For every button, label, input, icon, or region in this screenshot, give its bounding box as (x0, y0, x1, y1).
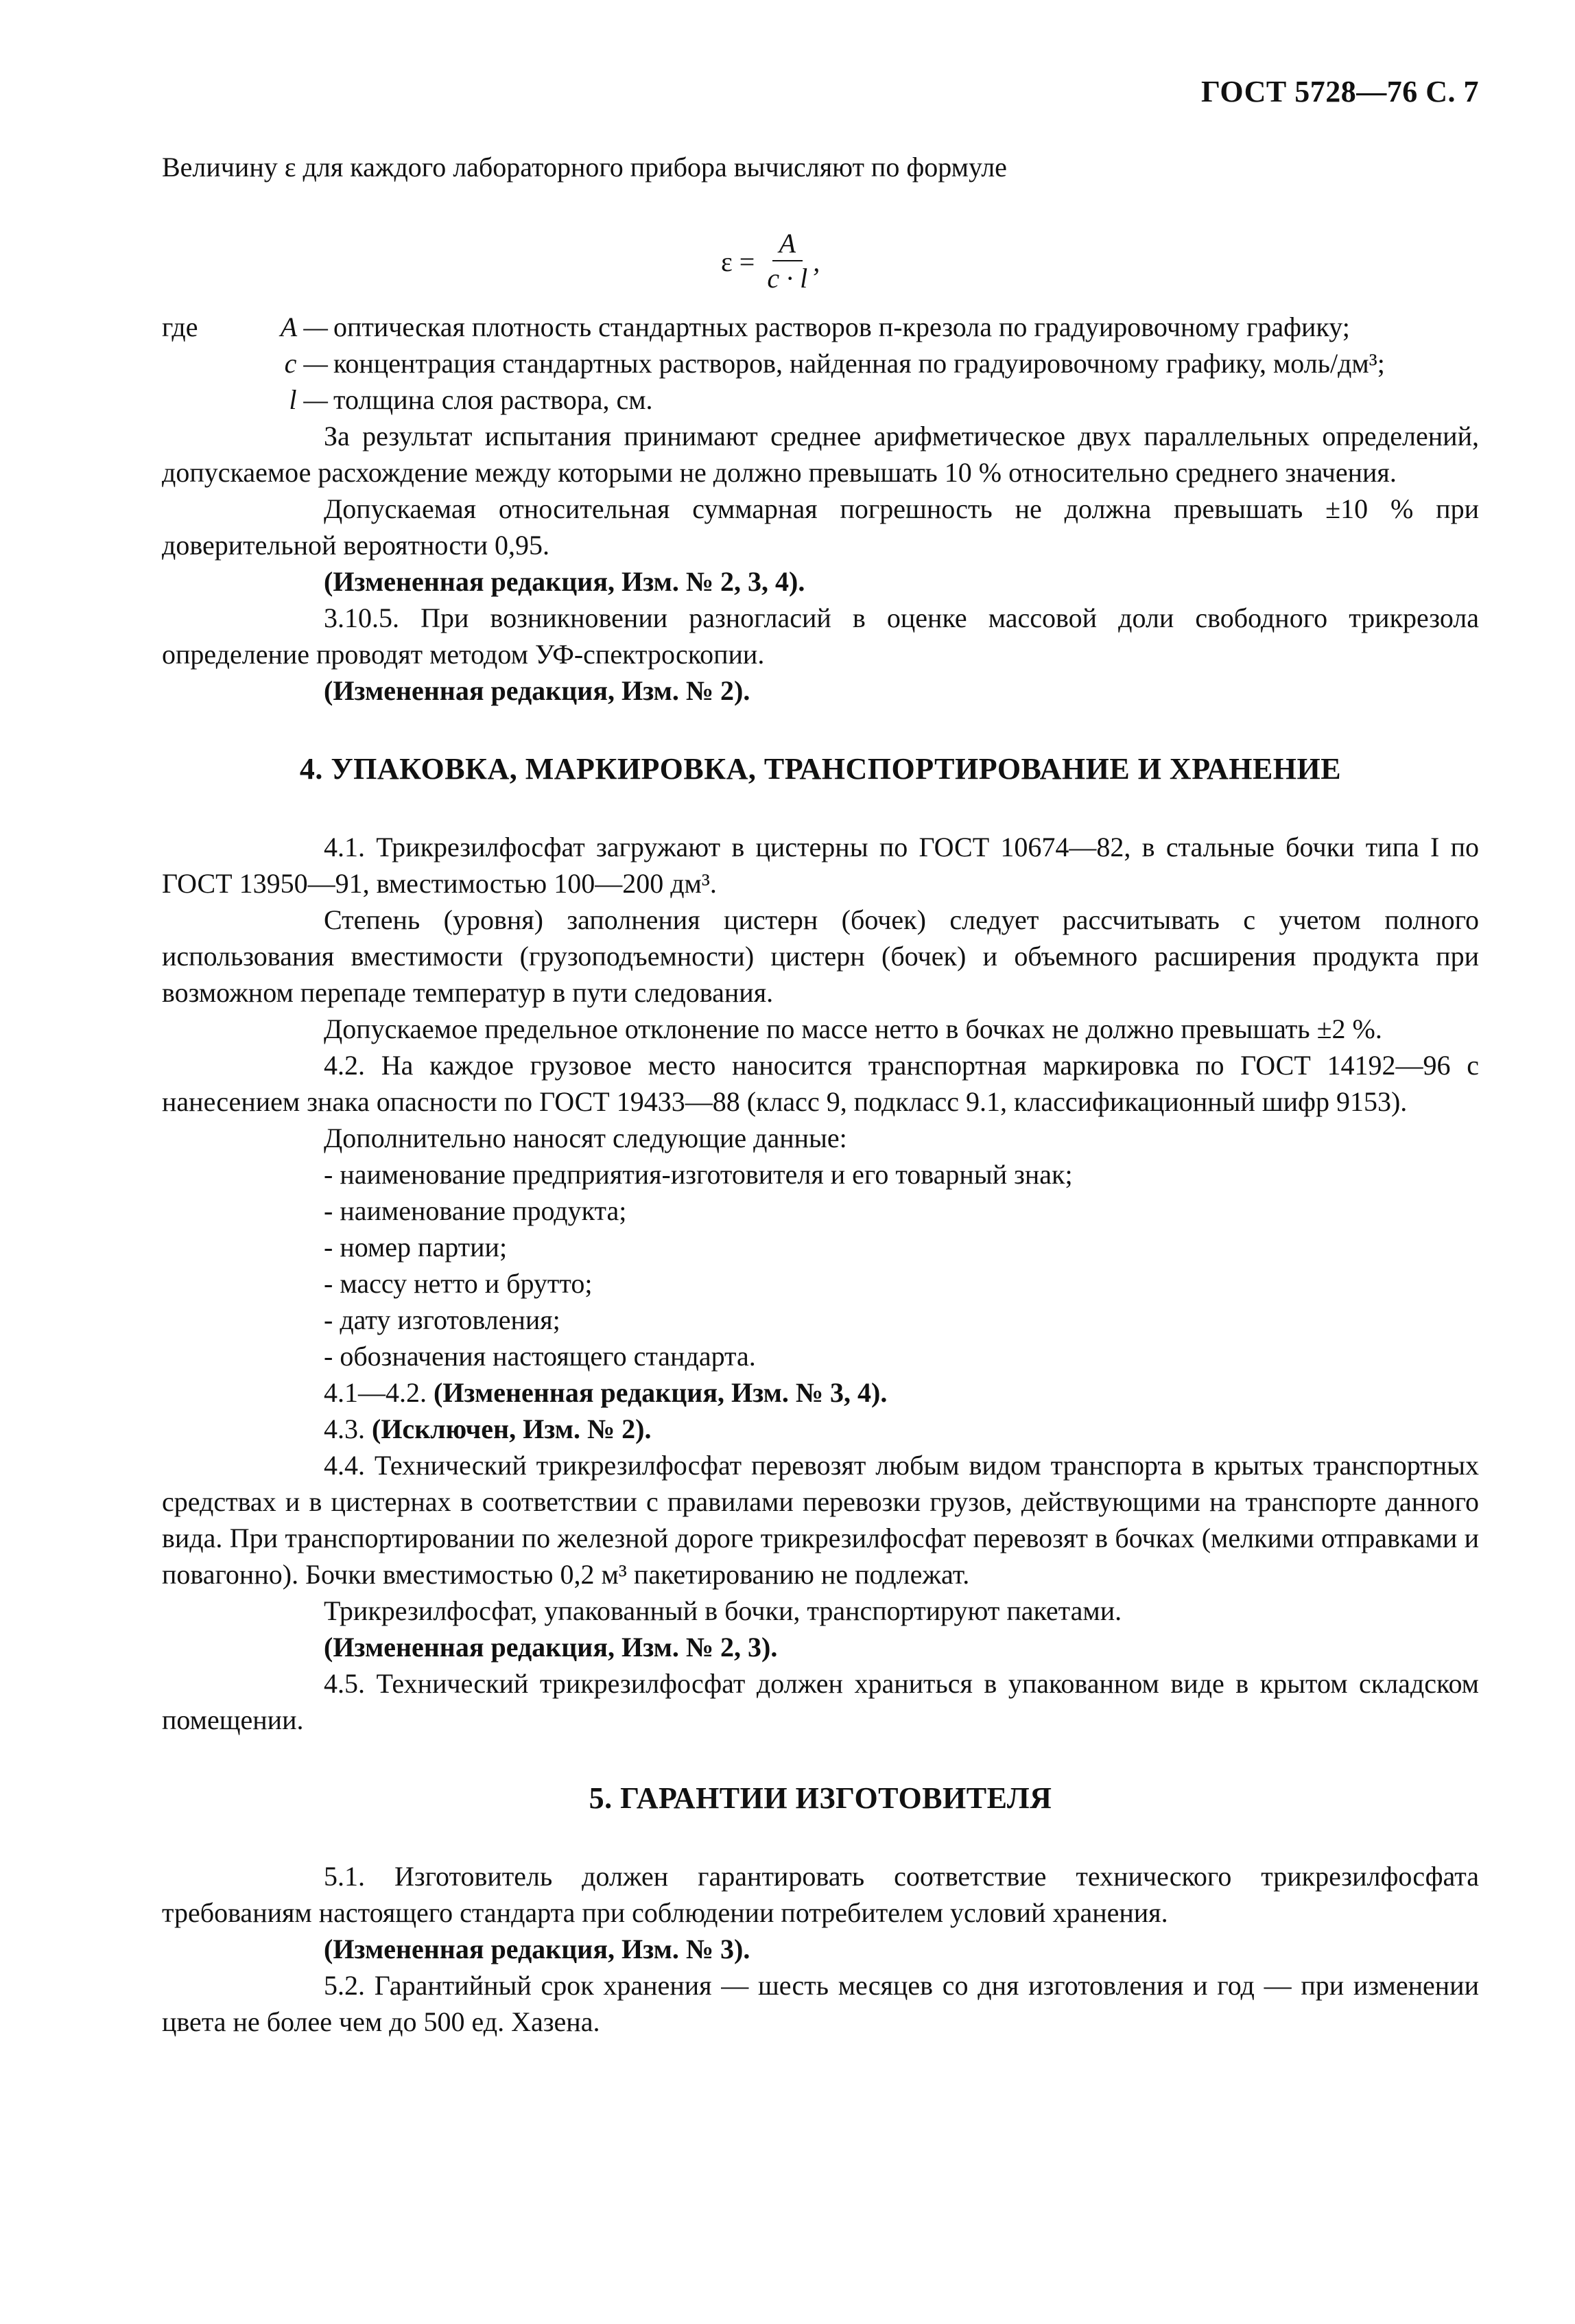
definition-symbol: c — (284, 348, 328, 379)
marking-list (162, 1156, 1479, 1374)
list-item (162, 1156, 1479, 1193)
amendment-note-text: (Измененная редакция, Изм. № 3, 4). (434, 1377, 888, 1408)
amendment-note-text: (Исключен, Изм. № 2). (372, 1413, 652, 1444)
definitions-block (162, 309, 1479, 418)
formula-tail: , (813, 246, 820, 277)
amendment-prefix: 4.1—4.2. (324, 1377, 427, 1408)
paragraph-5-1-text: 5.1. Изготовитель должен гарантировать соответствие технического трикрезилфосфата требованиям настоящего стандарта при соблюдении потребителем условий хранения. (162, 1861, 1479, 1928)
amendment-note-text: (Измененная редакция, Изм. № 2). (324, 675, 750, 706)
amendment-note-text: (Измененная редакция, Изм. № 2, 3, 4). (324, 566, 805, 597)
amendment-note (162, 563, 1479, 600)
amendment-note (162, 1931, 1479, 1967)
formula (721, 224, 1479, 299)
paragraph-4-1 (162, 829, 1479, 902)
paragraph-4-4 (162, 1447, 1479, 1593)
list-item-text: - обозначения настоящего стандарта. (324, 1341, 756, 1372)
definition-text: толщина слоя раствора, см. (333, 384, 653, 415)
paragraph-packages (162, 1593, 1479, 1629)
paragraph-3-10-5 (162, 600, 1479, 672)
definition-item (251, 345, 1479, 382)
list-item-text: - наименование предприятия-изготовителя и его товарный знак; (324, 1159, 1073, 1190)
amendment-note-text: (Измененная редакция, Изм. № 3). (324, 1934, 750, 1964)
list-item-text: - наименование продукта; (324, 1195, 627, 1226)
list-item (162, 1302, 1479, 1338)
paragraph-4-5 (162, 1665, 1479, 1738)
paragraph-fill-level (162, 902, 1479, 1011)
definitions-list (251, 309, 1479, 418)
paragraph-packages-text: Трикрезилфосфат, упакованный в бочки, транспортируют пакетами. (324, 1595, 1122, 1626)
paragraph-4-2 (162, 1047, 1479, 1120)
paragraph-deviation-text: Допускаемое предельное отклонение по массе нетто в бочках не должно превышать ±2 %. (324, 1013, 1382, 1044)
paragraph-result (162, 418, 1479, 491)
paragraph-error-text: Допускаемая относительная суммарная погрешность не должна превышать ±10 % при доверительной вероятности 0,95. (162, 493, 1479, 561)
paragraph-3-10-5-text: 3.10.5. При возникновении разногласий в оценке массовой доли свободного трикрезола определение проводят методом УФ-спектроскопии. (162, 602, 1479, 670)
list-item (162, 1229, 1479, 1265)
amendment-note-text: (Измененная редакция, Изм. № 2, 3). (324, 1632, 778, 1663)
document-body (162, 69, 1479, 2040)
amendment-4-1-4-2 (162, 1374, 1479, 1411)
paragraph-4-4-text: 4.4. Технический трикрезилфосфат перевозят любым видом транспорта в крытых транспортных средствах и в цистернах в соответствии с правилами перевозки грузов, действующими на транспорте данного вида. При транспортировании по железной дороге трикрезилфосфат перевозят в бочках (мелкими отправками и повагонно). Бочки вместимостью 0,2 м³ пакетированию не подлежат. (162, 1450, 1479, 1590)
paragraph-fill-level-text: Степень (уровня) заполнения цистерн (бочек) следует рассчитывать с учетом полного использования вместимости (грузоподъемности) цистерн (бочек) и объемного расширения продукта при возможном перепаде температур в пути следования. (162, 904, 1479, 1008)
definition-symbol: A — (280, 312, 328, 342)
formula-intro-text: Величину ε для каждого лабораторного прибора вычисляют по формуле (162, 152, 1007, 183)
list-item-text: - дату изготовления; (324, 1304, 560, 1335)
paragraph-additional (162, 1120, 1479, 1156)
definition-item (251, 309, 1479, 345)
list-item-text: - номер партии; (324, 1232, 508, 1263)
formula-intro (162, 149, 1479, 185)
paragraph-error (162, 491, 1479, 563)
list-item-text: - массу нетто и брутто; (324, 1268, 593, 1299)
paragraph-result-text: За результат испытания принимают среднее арифметическое двух параллельных определений, допускаемое расхождение между которыми не должно превышать 10 % относительно среднего значения. (162, 421, 1479, 488)
amendment-note (162, 1629, 1479, 1665)
list-item (162, 1265, 1479, 1302)
paragraph-5-1 (162, 1858, 1479, 1931)
list-item (162, 1193, 1479, 1229)
formula-fraction (767, 227, 807, 296)
paragraph-4-5-text: 4.5. Технический трикрезилфосфат должен храниться в упакованном виде в крытом складском помещении. (162, 1668, 1479, 1735)
page-header: ГОСТ 5728—76 С. 7 (1200, 75, 1479, 108)
section-5-title: 5. ГАРАНТИИ ИЗГОТОВИТЕЛЯ (589, 1781, 1052, 1815)
definition-item (251, 382, 1479, 418)
amendment-prefix: 4.3. (324, 1413, 365, 1444)
formula-lhs: ε = (721, 246, 755, 277)
paragraph-5-2 (162, 1967, 1479, 2040)
list-item (162, 1338, 1479, 1374)
where-label: где (162, 312, 198, 342)
paragraph-additional-text: Дополнительно наносят следующие данные: (324, 1123, 847, 1153)
paragraph-4-2-text: 4.2. На каждое грузовое место наносится транспортная маркировка по ГОСТ 14192—96 с нанесением знака опасности по ГОСТ 19433—88 (класс 9, подкласс 9.1, классификационный шифр 9153). (162, 1050, 1479, 1117)
paragraph-4-1-text: 4.1. Трикрезилфосфат загружают в цистерны по ГОСТ 10674—82, в стальные бочки типа I по ГОСТ 13950—91, вместимостью 100—200 дм³. (162, 832, 1479, 899)
definition-text: оптическая плотность стандартных растворов п-крезола по градуировочному графику; (333, 312, 1350, 342)
paragraph-4-3 (162, 1411, 1479, 1447)
paragraph-5-2-text: 5.2. Гарантийный срок хранения — шесть месяцев со дня изготовления и год — при изменении цвета не более чем до 500 ед. Хазена. (162, 1970, 1479, 2037)
section-4-title: 4. УПАКОВКА, МАРКИРОВКА, ТРАНСПОРТИРОВАНИЕ И ХРАНЕНИЕ (299, 752, 1342, 786)
definition-text: концентрация стандартных растворов, найденная по градуировочному графику, моль/дм³; (333, 348, 1385, 379)
amendment-note (162, 672, 1479, 709)
formula-numerator: A (772, 227, 803, 261)
formula-denominator: c · l (767, 263, 808, 294)
paragraph-deviation (162, 1011, 1479, 1047)
definition-symbol: l — (289, 384, 328, 415)
